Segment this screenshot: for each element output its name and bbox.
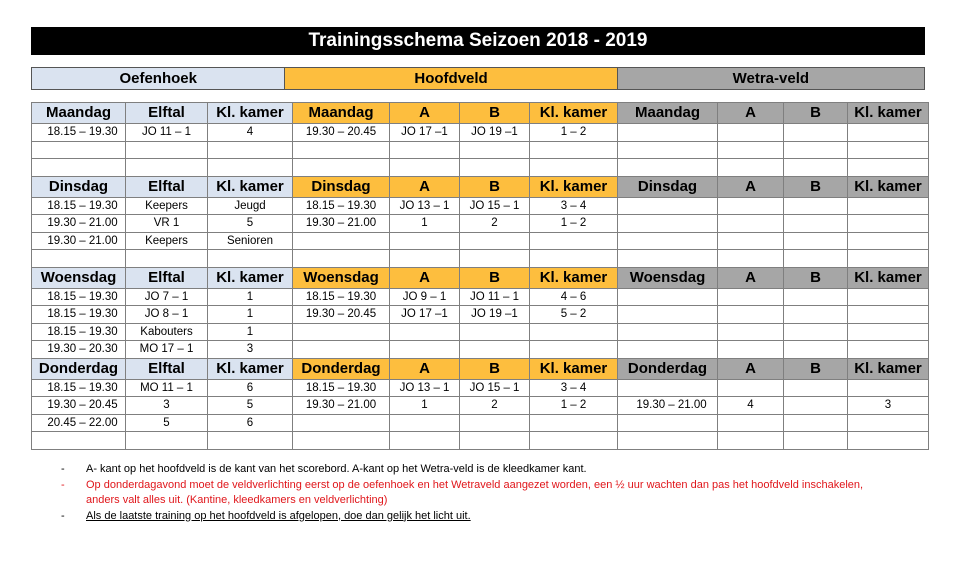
header-cell: A <box>390 267 460 288</box>
table-cell <box>848 141 929 159</box>
table-cell <box>460 341 530 359</box>
table-cell <box>618 250 718 268</box>
table-cell: 18.15 – 19.30 <box>293 197 390 215</box>
table-cell <box>718 288 784 306</box>
table-cell <box>718 159 784 177</box>
table-row <box>32 323 929 341</box>
table-cell <box>848 379 929 397</box>
header-cell: Elftal <box>126 176 208 197</box>
table-cell <box>784 124 848 142</box>
header-cell: Elftal <box>126 103 208 124</box>
table-cell <box>718 432 784 450</box>
table-cell <box>390 232 460 250</box>
table-cell <box>784 379 848 397</box>
header-cell: Kl. kamer <box>848 103 929 124</box>
table-cell: 19.30 – 20.30 <box>32 341 126 359</box>
table-row <box>32 215 929 233</box>
table-cell <box>848 215 929 233</box>
header-cell: Kl. kamer <box>208 358 293 379</box>
header-cell: B <box>460 358 530 379</box>
table-cell <box>784 232 848 250</box>
table-row <box>32 232 929 250</box>
table-cell: 1 <box>208 323 293 341</box>
table-cell: 18.15 – 19.30 <box>32 288 126 306</box>
note-bullet: - <box>61 463 65 475</box>
header-cell: Woensdag <box>618 267 718 288</box>
table-cell <box>460 250 530 268</box>
table-cell <box>530 323 618 341</box>
header-cell: Kl. kamer <box>530 358 618 379</box>
table-cell <box>784 432 848 450</box>
table-cell <box>293 159 390 177</box>
table-cell: 20.45 – 22.00 <box>32 414 126 432</box>
table-cell: 4 <box>208 124 293 142</box>
table-cell: 1 <box>208 306 293 324</box>
table-cell: JO 13 – 1 <box>390 197 460 215</box>
header-cell: Woensdag <box>32 267 126 288</box>
table-cell <box>460 432 530 450</box>
note-item <box>61 462 941 478</box>
table-cell: 3 <box>126 397 208 415</box>
table-cell <box>718 306 784 324</box>
table-cell: 5 <box>208 215 293 233</box>
section-oefenhoek: Oefenhoek <box>32 68 285 89</box>
table-cell: 3 – 4 <box>530 379 618 397</box>
table-cell <box>126 159 208 177</box>
table-cell <box>784 414 848 432</box>
header-cell: Dinsdag <box>32 176 126 197</box>
table-cell <box>32 250 126 268</box>
table-cell <box>784 159 848 177</box>
table-cell <box>848 306 929 324</box>
header-cell: Kl. kamer <box>530 176 618 197</box>
section-wetraveld: Wetra-veld <box>618 68 924 89</box>
table-cell <box>32 432 126 450</box>
table-cell <box>618 159 718 177</box>
day-header-row <box>32 103 929 124</box>
header-cell: Kl. kamer <box>848 267 929 288</box>
table-cell: 4 <box>718 397 784 415</box>
table-cell: Keepers <box>126 197 208 215</box>
day-header-row <box>32 176 929 197</box>
header-cell: A <box>390 176 460 197</box>
note-bullet: - <box>61 478 65 491</box>
table-cell <box>718 232 784 250</box>
table-cell <box>293 323 390 341</box>
table-cell <box>390 141 460 159</box>
table-cell <box>530 250 618 268</box>
table-cell <box>784 323 848 341</box>
note-item <box>61 509 941 525</box>
note-item <box>61 493 941 509</box>
table-cell <box>718 250 784 268</box>
table-cell <box>848 232 929 250</box>
table-cell <box>293 141 390 159</box>
table-cell <box>126 250 208 268</box>
header-cell: Elftal <box>126 358 208 379</box>
header-cell: B <box>460 176 530 197</box>
table-row <box>32 250 929 268</box>
table-cell <box>784 141 848 159</box>
table-cell: 1 <box>208 288 293 306</box>
header-cell: Donderdag <box>293 358 390 379</box>
note-bullet <box>61 493 86 509</box>
table-cell <box>618 306 718 324</box>
table-cell <box>618 341 718 359</box>
table-cell <box>390 159 460 177</box>
table-cell: 18.15 – 19.30 <box>293 379 390 397</box>
table-cell: Senioren <box>208 232 293 250</box>
header-cell: B <box>784 176 848 197</box>
table-cell <box>784 397 848 415</box>
table-row <box>32 379 929 397</box>
table-cell <box>784 306 848 324</box>
table-cell <box>208 141 293 159</box>
table-cell: 19.30 – 21.00 <box>32 215 126 233</box>
table-cell: JO 7 – 1 <box>126 288 208 306</box>
table-row <box>32 288 929 306</box>
table-cell: 18.15 – 19.30 <box>32 379 126 397</box>
header-cell: A <box>718 103 784 124</box>
table-cell: Kabouters <box>126 323 208 341</box>
table-cell <box>530 341 618 359</box>
table-cell: 1 – 2 <box>530 124 618 142</box>
table-cell: 2 <box>460 397 530 415</box>
section-bar <box>31 67 925 90</box>
header-cell: Maandag <box>293 103 390 124</box>
table-cell: VR 1 <box>126 215 208 233</box>
table-cell <box>618 323 718 341</box>
table-cell <box>618 432 718 450</box>
table-cell <box>208 159 293 177</box>
table-cell: Jeugd <box>208 197 293 215</box>
table-cell <box>784 341 848 359</box>
table-cell <box>293 232 390 250</box>
notes-list <box>61 462 941 524</box>
table-row <box>32 141 929 159</box>
table-cell <box>530 414 618 432</box>
table-row <box>32 397 929 415</box>
table-cell <box>718 414 784 432</box>
table-cell: JO 11 – 1 <box>460 288 530 306</box>
table-cell <box>390 432 460 450</box>
table-cell: JO 15 – 1 <box>460 379 530 397</box>
table-cell: 18.15 – 19.30 <box>32 124 126 142</box>
day-header-row <box>32 267 929 288</box>
table-cell <box>390 414 460 432</box>
header-cell: A <box>718 358 784 379</box>
table-cell <box>618 124 718 142</box>
header-cell: Donderdag <box>32 358 126 379</box>
table-cell <box>848 250 929 268</box>
page-title: Trainingsschema Seizoen 2018 - 2019 <box>31 27 925 55</box>
table-cell <box>618 141 718 159</box>
table-cell: JO 8 – 1 <box>126 306 208 324</box>
table-cell <box>848 288 929 306</box>
table-cell: 5 – 2 <box>530 306 618 324</box>
header-cell: Kl. kamer <box>530 267 618 288</box>
table-cell: 5 <box>208 397 293 415</box>
table-cell: 18.15 – 19.30 <box>293 288 390 306</box>
table-cell <box>784 250 848 268</box>
header-cell: A <box>718 176 784 197</box>
table-cell <box>848 432 929 450</box>
table-cell <box>390 323 460 341</box>
table-cell: MO 11 – 1 <box>126 379 208 397</box>
note-item <box>61 478 941 494</box>
table-row <box>32 414 929 432</box>
header-cell: B <box>460 267 530 288</box>
table-cell <box>848 414 929 432</box>
table-cell: 18.15 – 19.30 <box>32 323 126 341</box>
header-cell: Donderdag <box>618 358 718 379</box>
header-cell: B <box>784 267 848 288</box>
header-cell: Kl. kamer <box>530 103 618 124</box>
table-cell: 1 – 2 <box>530 397 618 415</box>
table-cell <box>530 432 618 450</box>
header-cell: Kl. kamer <box>208 103 293 124</box>
table-cell <box>784 288 848 306</box>
table-cell <box>208 250 293 268</box>
table-cell: 18.15 – 19.30 <box>32 197 126 215</box>
header-cell: Kl. kamer <box>848 358 929 379</box>
table-cell: 19.30 – 21.00 <box>293 215 390 233</box>
table-cell: JO 17 –1 <box>390 124 460 142</box>
table-cell: JO 17 –1 <box>390 306 460 324</box>
table-cell <box>718 215 784 233</box>
table-cell <box>618 215 718 233</box>
header-cell: Elftal <box>126 267 208 288</box>
table-cell <box>530 159 618 177</box>
table-cell <box>530 141 618 159</box>
note-text: A- kant op het hoofdveld is de kant van het scorebord. A-kant op het Wetra-veld is de kleedkamer kant. <box>86 463 587 475</box>
table-row <box>32 306 929 324</box>
table-cell <box>718 341 784 359</box>
table-cell <box>32 141 126 159</box>
header-cell: B <box>784 358 848 379</box>
table-row <box>32 124 929 142</box>
table-cell <box>293 341 390 359</box>
table-cell <box>784 215 848 233</box>
header-cell: Kl. kamer <box>208 176 293 197</box>
table-cell <box>390 341 460 359</box>
header-cell: A <box>390 103 460 124</box>
table-cell: JO 19 –1 <box>460 306 530 324</box>
header-cell: Dinsdag <box>293 176 390 197</box>
table-cell <box>32 159 126 177</box>
table-cell: 1 <box>390 215 460 233</box>
table-cell: 6 <box>208 414 293 432</box>
table-cell: 3 <box>848 397 929 415</box>
table-cell: 19.30 – 21.00 <box>618 397 718 415</box>
header-cell: Maandag <box>618 103 718 124</box>
note-text: Als de laatste training op het hoofdveld is afgelopen, doe dan gelijk het licht uit. <box>86 509 471 522</box>
table-cell: 3 – 4 <box>530 197 618 215</box>
note-bullet: - <box>61 509 65 522</box>
table-cell <box>718 379 784 397</box>
table-cell: Keepers <box>126 232 208 250</box>
table-cell <box>718 124 784 142</box>
table-cell <box>848 159 929 177</box>
table-cell: 18.15 – 19.30 <box>32 306 126 324</box>
table-cell: 3 <box>208 341 293 359</box>
table-cell: JO 11 – 1 <box>126 124 208 142</box>
table-cell <box>784 197 848 215</box>
table-row <box>32 159 929 177</box>
table-cell <box>126 432 208 450</box>
schedule-table <box>31 102 929 450</box>
table-cell: 19.30 – 20.45 <box>293 124 390 142</box>
table-cell <box>460 232 530 250</box>
table-cell <box>460 159 530 177</box>
table-cell: 19.30 – 21.00 <box>32 232 126 250</box>
table-cell <box>618 288 718 306</box>
table-cell: 6 <box>208 379 293 397</box>
header-cell: B <box>460 103 530 124</box>
table-cell: JO 13 – 1 <box>390 379 460 397</box>
header-cell: Maandag <box>32 103 126 124</box>
table-cell: JO 15 – 1 <box>460 197 530 215</box>
header-cell: A <box>390 358 460 379</box>
table-cell: MO 17 – 1 <box>126 341 208 359</box>
table-cell: 1 <box>390 397 460 415</box>
table-cell <box>460 141 530 159</box>
table-cell <box>390 250 460 268</box>
header-cell: Woensdag <box>293 267 390 288</box>
table-cell <box>208 432 293 450</box>
table-cell: JO 9 – 1 <box>390 288 460 306</box>
table-cell: 1 – 2 <box>530 215 618 233</box>
table-cell: JO 19 –1 <box>460 124 530 142</box>
day-header-row <box>32 358 929 379</box>
table-cell: 2 <box>460 215 530 233</box>
table-cell: 19.30 – 20.45 <box>32 397 126 415</box>
table-cell <box>718 197 784 215</box>
table-cell <box>293 250 390 268</box>
table-cell <box>718 141 784 159</box>
table-cell <box>460 323 530 341</box>
table-cell <box>848 323 929 341</box>
table-cell <box>618 414 718 432</box>
table-cell <box>530 232 618 250</box>
note-text: anders valt alles uit. (Kantine, kleedkamers en veldverlichting) <box>86 494 388 506</box>
table-cell: 19.30 – 20.45 <box>293 306 390 324</box>
table-cell <box>848 197 929 215</box>
table-cell <box>718 323 784 341</box>
table-row <box>32 432 929 450</box>
table-cell <box>293 414 390 432</box>
header-cell: Dinsdag <box>618 176 718 197</box>
table-row <box>32 341 929 359</box>
table-cell: 5 <box>126 414 208 432</box>
table-cell <box>293 432 390 450</box>
note-text: Op donderdagavond moet de veldverlichting eerst op de oefenhoek en het Wetraveld aangezet worden, een ½ uur wachten dan pas het hoofdveld inschakelen, <box>86 478 864 491</box>
header-cell: Kl. kamer <box>848 176 929 197</box>
table-cell <box>848 124 929 142</box>
table-cell <box>848 341 929 359</box>
table-cell <box>126 141 208 159</box>
table-cell: 4 – 6 <box>530 288 618 306</box>
header-cell: A <box>718 267 784 288</box>
table-cell <box>618 232 718 250</box>
header-cell: B <box>784 103 848 124</box>
table-cell <box>618 379 718 397</box>
section-hoofdveld: Hoofdveld <box>285 68 617 89</box>
table-cell <box>618 197 718 215</box>
table-cell: 19.30 – 21.00 <box>293 397 390 415</box>
table-cell <box>460 414 530 432</box>
table-row <box>32 197 929 215</box>
header-cell: Kl. kamer <box>208 267 293 288</box>
